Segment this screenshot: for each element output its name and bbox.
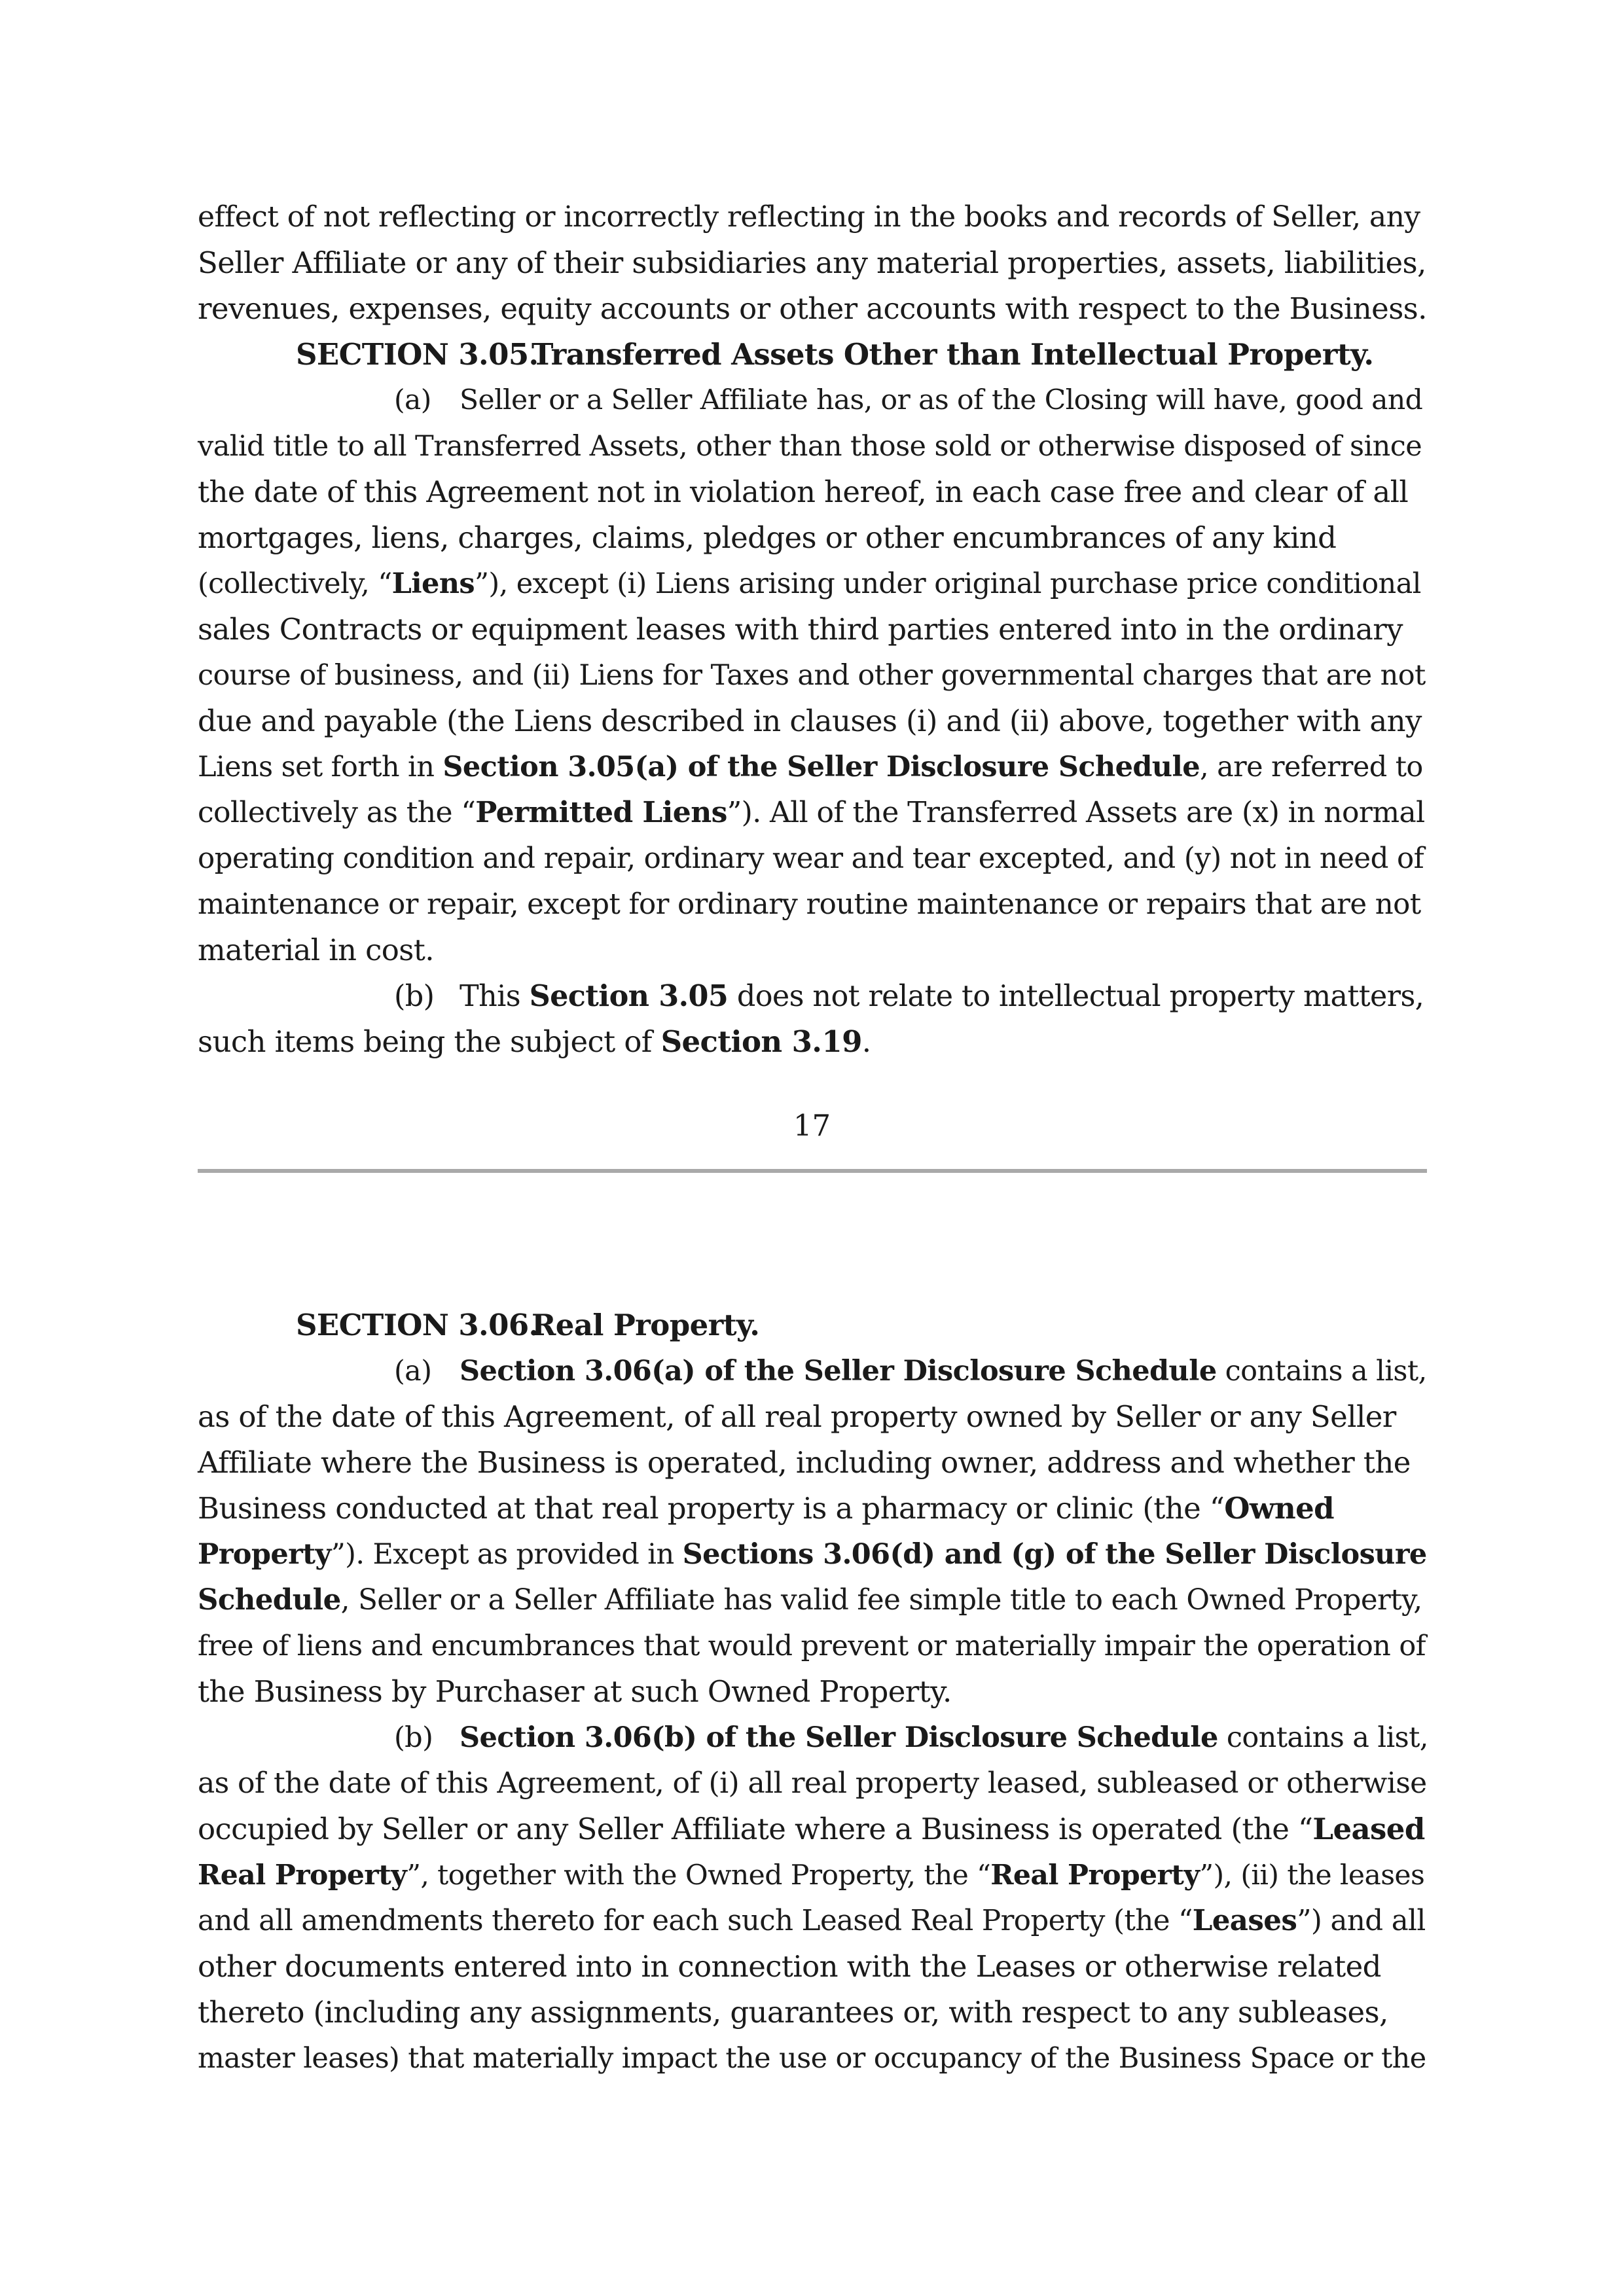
section-number: SECTION 3.05.	[296, 337, 539, 372]
defined-term: Real Property	[198, 1859, 407, 1892]
section-number: SECTION 3.06.	[296, 1308, 539, 1342]
body-text-line: free of liens and encumbrances that would prevent or materially impair the operation of	[198, 1630, 1426, 1662]
page-number: 17	[793, 1108, 831, 1143]
schedule-reference: Section 3.06(a) of the Seller Disclosure Schedule	[460, 1355, 1217, 1388]
text-run: collectively as the “	[198, 796, 476, 829]
section-title: Real Property.	[532, 1308, 760, 1342]
text-run: ”), except (i) Liens arising under original purchase price conditional	[475, 567, 1421, 600]
paragraph-text: Seller or a Seller Affiliate has, or as of the Closing will have, good and	[460, 384, 1423, 416]
text-run: ”), (ii) the leases	[1199, 1859, 1425, 1892]
defined-term: Owned	[1224, 1491, 1335, 1526]
defined-term: Real Property	[990, 1859, 1200, 1892]
section-title: Transferred Assets Other than Intellectual Property.	[532, 337, 1374, 372]
body-text-line: material in cost.	[198, 933, 434, 967]
defined-term: Permitted Liens	[475, 796, 727, 829]
paragraph-label: (b)	[394, 1721, 433, 1754]
body-text-line	[198, 1901, 1426, 1941]
paragraph-a-first-line	[394, 381, 1422, 420]
text-run: does not relate to intellectual property matters,	[728, 980, 1424, 1013]
text-run: , are referred to	[1199, 751, 1423, 783]
page-separator	[198, 1169, 1427, 1173]
body-text-line	[198, 1810, 1425, 1849]
text-run: Business conducted at that real property is a pharmacy or clinic (the “	[198, 1491, 1225, 1526]
body-text-line: maintenance or repair, except for ordinary routine maintenance or repairs that are not	[198, 888, 1421, 921]
paragraph-a-first-line	[394, 1352, 1427, 1391]
body-text-line: due and payable (the Liens described in clauses (i) and (ii) above, together with any	[198, 704, 1422, 738]
section-3-06-heading	[296, 1306, 759, 1345]
text-run: This	[460, 980, 530, 1013]
body-text-line: valid title to all Transferred Assets, other than those sold or otherwise disposed of since	[198, 430, 1422, 463]
body-text-line: other documents entered into in connection with the Leases or otherwise related	[198, 1949, 1381, 1984]
body-text-line: Seller Affiliate or any of their subsidiaries any material properties, assets, liabilities,	[198, 245, 1426, 280]
defined-term: Liens	[391, 567, 475, 600]
body-text-line: sales Contracts or equipment leases with third parties entered into in the ordinary	[198, 612, 1403, 647]
body-text-line: effect of not reflecting or incorrectly reflecting in the books and records of Seller, any	[198, 200, 1420, 234]
body-text-line	[198, 1022, 871, 1062]
text-run: (collectively, “	[198, 567, 392, 600]
defined-term: Leases	[1192, 1904, 1297, 1937]
defined-term: Leased	[1312, 1812, 1425, 1846]
text-run: .	[861, 1024, 871, 1059]
section-reference: Section 3.19	[660, 1024, 862, 1059]
text-run: , Seller or a Seller Affiliate has valid fee simple title to each Owned Property,	[340, 1584, 1422, 1617]
text-run: occupied by Seller or any Seller Affiliate where a Business is operated (the “	[198, 1812, 1313, 1846]
schedule-reference: Sections 3.06(d) and (g) of the Seller Disclosure	[682, 1538, 1427, 1571]
schedule-reference: Section 3.05(a) of the Seller Disclosure Schedule	[442, 751, 1200, 783]
text-run: ”). All of the Transferred Assets are (x) in normal	[727, 796, 1425, 829]
text-run: ”) and all	[1297, 1905, 1426, 1937]
text-run: Liens set forth in	[198, 751, 443, 783]
schedule-reference: Section 3.06(b) of the Seller Disclosure Schedule	[460, 1721, 1218, 1754]
body-text-line: revenues, expenses, equity accounts or other accounts with respect to the Business.	[198, 291, 1427, 326]
body-text-line: as of the date of this Agreement, of all real property owned by Seller or any Seller	[198, 1399, 1396, 1434]
body-text-line	[198, 1581, 1422, 1620]
paragraph-b-first-line	[394, 1718, 1428, 1757]
paragraph-b-first-line	[394, 977, 1424, 1016]
body-text-line	[198, 564, 1421, 603]
body-text-line	[198, 1535, 1427, 1574]
body-text-line	[198, 793, 1425, 833]
body-text-line: course of business, and (ii) Liens for Taxes and other governmental charges that are not	[198, 659, 1426, 692]
section-3-05-heading	[296, 335, 1373, 374]
body-text-line: master leases) that materially impact the use or occupancy of the Business Space or the	[198, 2042, 1426, 2075]
body-text-line: operating condition and repair, ordinary wear and tear excepted, and (y) not in need of	[198, 842, 1424, 875]
defined-term: Property	[198, 1538, 331, 1571]
body-text-line: as of the date of this Agreement, of (i) all real property leased, subleased or otherwise	[198, 1767, 1427, 1800]
paragraph-label: (a)	[394, 384, 431, 416]
paragraph-label: (a)	[394, 1355, 432, 1388]
section-reference: Section 3.05	[529, 979, 729, 1013]
schedule-reference: Schedule	[198, 1583, 341, 1617]
text-run: ”). Except as provided in	[331, 1538, 683, 1571]
body-text-line	[198, 1489, 1334, 1528]
text-run: ”, together with the Owned Property, the “	[406, 1859, 991, 1892]
body-text-line	[198, 1856, 1424, 1895]
paragraph-label: (b)	[394, 980, 435, 1013]
body-text-line: the date of this Agreement not in violation hereof, in each case free and clear of all	[198, 475, 1409, 509]
text-run: such items being the subject of	[198, 1024, 661, 1059]
text-run: contains a list,	[1216, 1355, 1427, 1388]
body-text-line: thereto (including any assignments, guarantees or, with respect to any subleases,	[198, 1995, 1388, 2030]
body-text-line	[198, 747, 1423, 787]
body-text-line: the Business by Purchaser at such Owned Property.	[198, 1674, 952, 1709]
body-text-line: Affiliate where the Business is operated, including owner, address and whether the	[198, 1445, 1411, 1480]
text-run: and all amendments thereto for each such Leased Real Property (the “	[198, 1905, 1193, 1937]
body-text-line: mortgages, liens, charges, claims, pledges or other encumbrances of any kind	[198, 520, 1337, 555]
text-run: contains a list,	[1218, 1721, 1428, 1754]
